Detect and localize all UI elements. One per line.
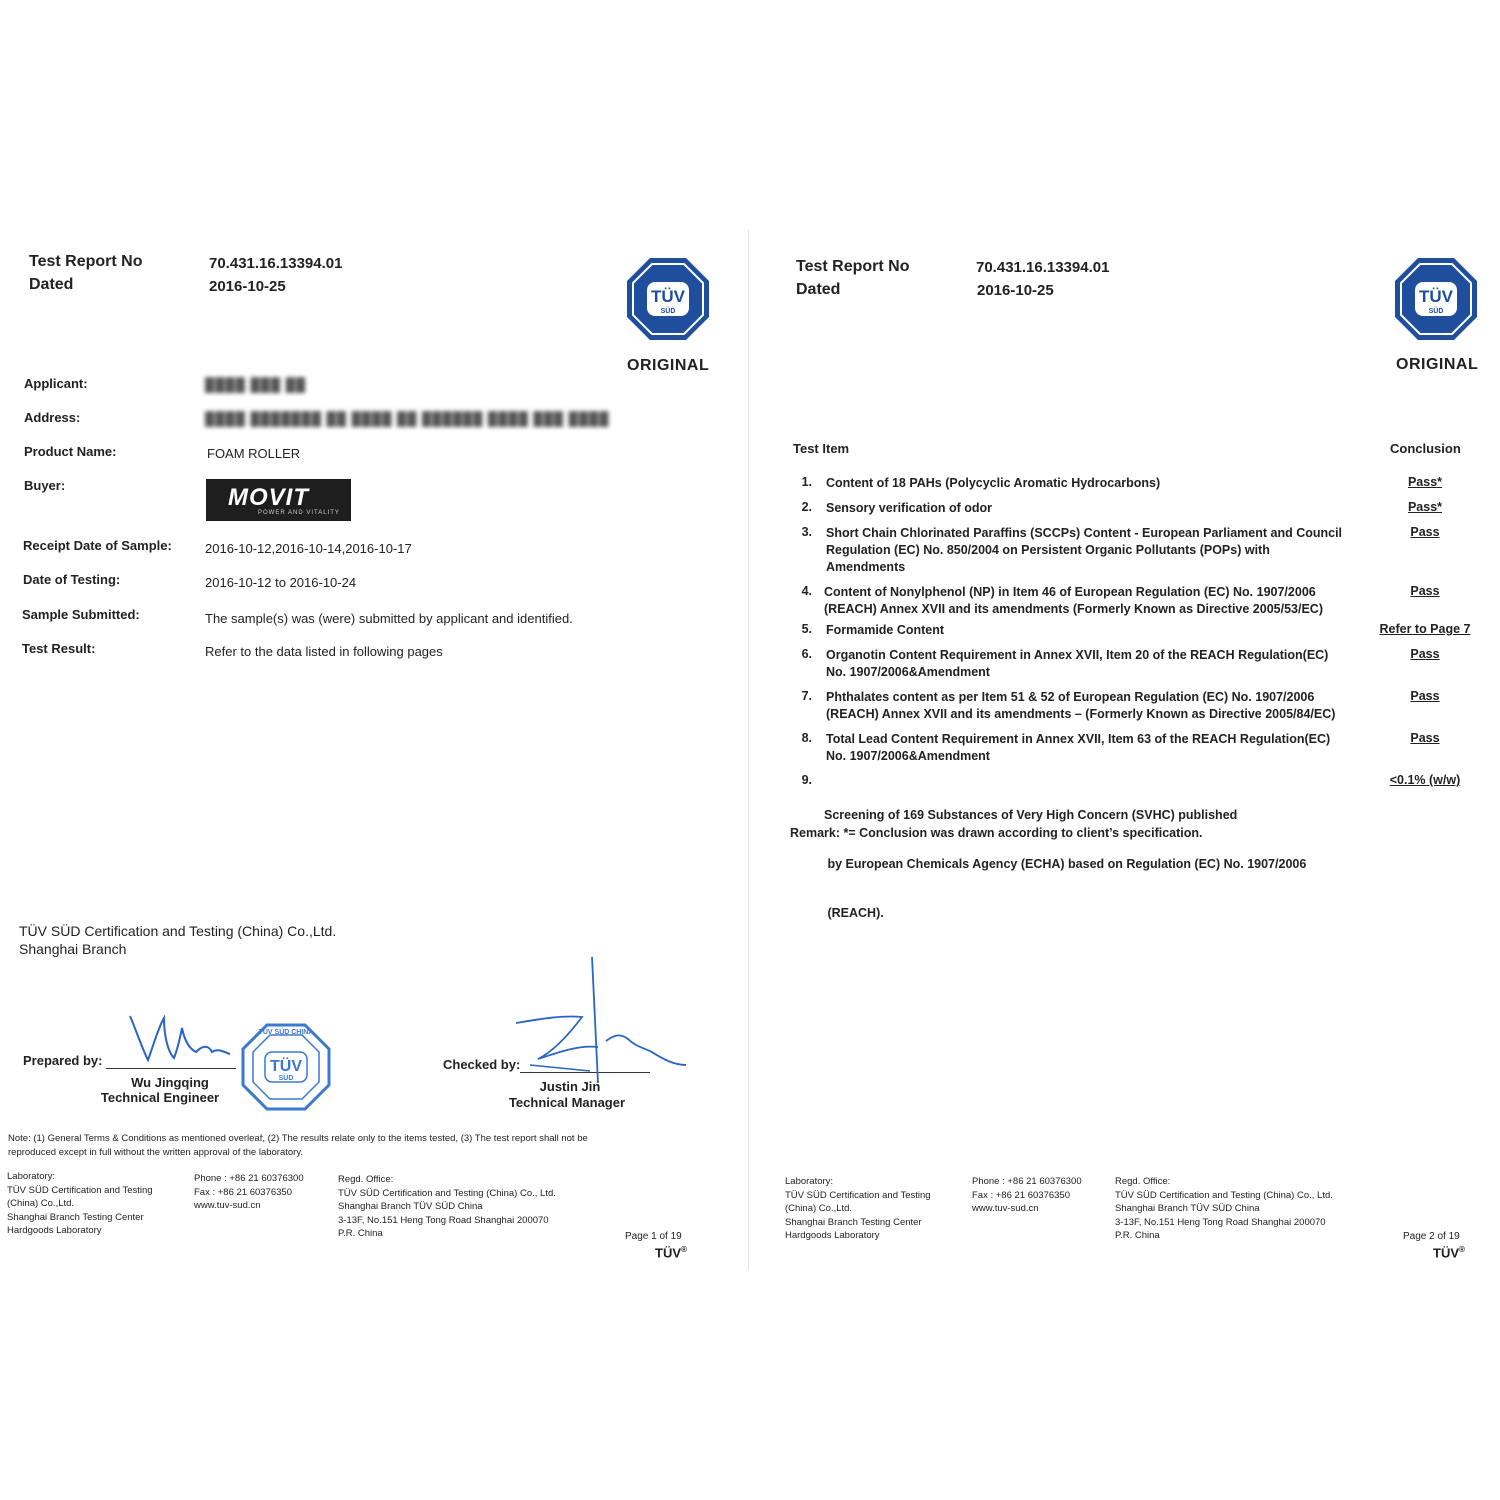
lab-line: Laboratory: — [785, 1176, 834, 1187]
item-conclusion: Pass — [1410, 689, 1440, 703]
movit-brand-text: MOVIT — [228, 484, 309, 511]
item-line: (REACH) Annex XVII and its amendments – (Formerly Known as Directive 2005/84/EC) — [826, 707, 1336, 721]
address-label: Address: — [24, 410, 81, 425]
lab-contact — [972, 1175, 1082, 1216]
lab-line: (China) Co.,Ltd. — [785, 1203, 853, 1214]
office-line: P.R. China — [1115, 1230, 1160, 1241]
prepared-by-label: Prepared by: — [23, 1053, 103, 1068]
checked-title: Technical Manager — [508, 1095, 626, 1110]
item-conclusion: Pass — [1410, 525, 1440, 539]
applicant-label: Applicant: — [24, 376, 88, 391]
item-line: Screening of 169 Substances of Very High Concern (SVHC) published — [824, 808, 1238, 822]
office-line: 3-13F, No.151 Heng Tong Road Shanghai 200070 — [338, 1214, 549, 1226]
item-number: 5. — [801, 622, 812, 636]
applicant-value: ████ ███ ██ — [205, 377, 307, 392]
item-line: Short Chain Chlorinated Paraffins (SCCPs) Content - European Parliament and Council — [826, 526, 1343, 540]
item-description — [826, 500, 1386, 517]
remark: Remark: *= Conclusion was drawn according to client’s specification. — [790, 826, 1203, 840]
sample-submitted-label: Sample Submitted: — [22, 607, 140, 622]
tuv-footer-mark: TÜV® — [1433, 1245, 1465, 1261]
checked-name: Justin Jin — [539, 1079, 601, 1094]
lab-line: Shanghai Branch Testing Center — [7, 1211, 144, 1223]
item-number: 8. — [801, 731, 812, 745]
original-label: ORIGINAL — [627, 357, 710, 374]
item-description — [824, 584, 1394, 618]
col-header-conclusion: Conclusion — [1390, 441, 1461, 456]
buyer-label: Buyer: — [24, 478, 66, 493]
company-name: TÜV SÜD Certification and Testing (China) Co.,Ltd. — [19, 923, 337, 939]
tuv-logo — [625, 256, 711, 342]
contact-line: www.tuv-sud.cn — [972, 1203, 1039, 1214]
office-line: TÜV SÜD Certification and Testing (China) Co., Ltd. — [338, 1187, 556, 1199]
svg-text:TÜV: TÜV — [270, 1058, 302, 1075]
item-line: (REACH). — [824, 906, 884, 920]
contact-line: Phone : +86 21 60376300 — [194, 1173, 304, 1184]
item-conclusion: Pass — [1410, 731, 1440, 745]
test-result-label: Test Result: — [22, 641, 96, 656]
dated-value: 2016-10-25 — [209, 278, 286, 295]
item-conclusion: Pass — [1410, 584, 1440, 598]
company-branch: Shanghai Branch — [19, 941, 127, 957]
item-line: (REACH) Annex XVII and its amendments (Formerly Known as Directive 2005/53/EC) — [824, 602, 1323, 616]
report-note — [8, 1132, 668, 1160]
report-page-1 — [0, 0, 745, 1500]
svg-text:TÜV SÜD CHINA: TÜV SÜD CHINA — [258, 1029, 314, 1036]
item-number: 9. — [801, 773, 812, 787]
testing-date-label: Date of Testing: — [23, 572, 121, 587]
lab-address — [785, 1175, 931, 1243]
address-value: ████ ███████ ██ ████ ██ ██████ ████ ███ ████ — [205, 411, 610, 426]
item-line: Phthalates content as per Item 51 & 52 of European Regulation (EC) No. 1907/2006 — [826, 690, 1315, 704]
item-description — [826, 475, 1386, 492]
dated-label: Dated — [796, 281, 841, 298]
office-line: 3-13F, No.151 Heng Tong Road Shanghai 200070 — [1115, 1216, 1326, 1228]
report-no-value: 70.431.16.13394.01 — [209, 255, 343, 272]
item-line: Formamide Content — [826, 623, 945, 637]
office-line: Regd. Office: — [1115, 1176, 1171, 1187]
item-line: Content of Nonylphenol (NP) in Item 46 of European Regulation (EC) No. 1907/2006 — [824, 585, 1316, 599]
item-line: Total Lead Content Requirement in Annex XVII, Item 63 of the REACH Regulation(EC) — [826, 732, 1331, 746]
contact-line: Fax : +86 21 60376350 — [972, 1189, 1070, 1201]
item-conclusion: Refer to Page 7 — [1379, 622, 1471, 636]
contact-line: Phone : +86 21 60376300 — [972, 1176, 1082, 1187]
svg-text:SÜD: SÜD — [660, 308, 676, 315]
dated-label: Dated — [29, 276, 74, 293]
lab-line: (China) Co.,Ltd. — [7, 1198, 75, 1209]
item-line: Content of 18 PAHs (Polycyclic Aromatic Hydrocarbons) — [826, 476, 1161, 490]
movit-tagline: POWER AND VITALITY — [258, 510, 340, 516]
receipt-date-value: 2016-10-12,2016-10-14,2016-10-17 — [205, 541, 412, 556]
item-number: 4. — [801, 584, 812, 598]
svg-text:SÜD: SÜD — [1428, 308, 1444, 315]
lab-line: Hardgoods Laboratory — [7, 1225, 102, 1236]
prepared-title: Technical Engineer — [100, 1090, 220, 1105]
lab-contact — [194, 1172, 304, 1213]
svg-text:TÜV: TÜV — [1419, 287, 1453, 306]
note-line-1: Note: (1) General Terms & Conditions as mentioned overleaf, (2) The results relate only to the items tested, (3) The test report shall not be — [8, 1133, 588, 1144]
movit-logo — [206, 479, 351, 521]
report-no-value: 70.431.16.13394.01 — [976, 259, 1110, 276]
item-line: Regulation (EC) No. 850/2004 on Persistent Organic Pollutants (POPs) with — [826, 543, 1270, 557]
svg-text:TÜV: TÜV — [651, 287, 685, 306]
product-name-value: FOAM ROLLER — [207, 446, 301, 461]
page-number: Page 2 of 19 — [1403, 1231, 1460, 1242]
item-line: Organotin Content Requirement in Annex XVII, Item 20 of the REACH Regulation(EC) — [826, 648, 1329, 662]
lab-line: TÜV SÜD Certification and Testing — [785, 1189, 931, 1201]
tuv-stamp — [240, 1022, 332, 1117]
lab-address — [7, 1170, 153, 1238]
testing-date-value: 2016-10-12 to 2016-10-24 — [205, 575, 357, 590]
page-divider — [748, 230, 749, 1270]
col-header-test-item: Test Item — [793, 441, 850, 456]
item-number: 2. — [801, 500, 812, 514]
item-description — [826, 731, 1386, 765]
lab-line: Shanghai Branch Testing Center — [785, 1216, 922, 1228]
product-name-label: Product Name: — [24, 444, 117, 459]
sample-submitted-value: The sample(s) was (were) submitted by applicant and identified. — [205, 611, 573, 626]
checked-signature — [510, 955, 695, 1090]
lab-line: TÜV SÜD Certification and Testing — [7, 1184, 153, 1196]
contact-line: Fax : +86 21 60376350 — [194, 1186, 292, 1198]
item-number: 7. — [801, 689, 812, 703]
office-line: Regd. Office: — [338, 1174, 394, 1185]
prepared-name: Wu Jingqing — [131, 1075, 209, 1090]
office-line: P.R. China — [338, 1228, 383, 1239]
item-line: Sensory verification of odor — [826, 501, 993, 515]
tuv-footer-mark: TÜV® — [655, 1245, 687, 1261]
item-line: Amendments — [826, 560, 906, 574]
item-number: 3. — [801, 525, 812, 539]
contact-line: www.tuv-sud.cn — [194, 1200, 261, 1211]
prepared-signature — [118, 1008, 243, 1073]
test-result-value: Refer to the data listed in following pages — [205, 644, 443, 659]
item-description — [826, 689, 1386, 723]
page-number: Page 1 of 19 — [625, 1231, 682, 1242]
item-line: No. 1907/2006&Amendment — [826, 749, 990, 763]
item-conclusion: Pass* — [1407, 500, 1443, 514]
item-description — [826, 647, 1386, 681]
tuv-logo — [1393, 256, 1479, 342]
checked-by-label: Checked by: — [443, 1057, 521, 1072]
item-description — [826, 622, 1386, 639]
registered-office — [338, 1173, 556, 1241]
item-conclusion: Pass — [1410, 647, 1440, 661]
item-number: 6. — [801, 647, 812, 661]
receipt-date-label: Receipt Date of Sample: — [23, 538, 172, 553]
registered-office — [1115, 1175, 1333, 1243]
item-description — [826, 525, 1396, 576]
lab-line: Hardgoods Laboratory — [785, 1230, 880, 1241]
report-no-label: Test Report No — [29, 253, 143, 270]
dated-value: 2016-10-25 — [977, 282, 1054, 299]
item-number: 1. — [801, 475, 812, 489]
item-conclusion: <0.1% (w/w) — [1389, 773, 1461, 787]
item-description — [824, 773, 1364, 956]
note-line-2: reproduced except in full without the written approval of the laboratory. — [8, 1147, 304, 1158]
office-line: Shanghai Branch TÜV SÜD China — [1115, 1203, 1260, 1214]
report-page-2 — [760, 0, 1500, 1500]
office-line: TÜV SÜD Certification and Testing (China) Co., Ltd. — [1115, 1189, 1333, 1201]
lab-line: Laboratory: — [7, 1171, 56, 1182]
svg-text:SÜD: SÜD — [278, 1075, 294, 1082]
item-line: by European Chemicals Agency (ECHA) based on Regulation (EC) No. 1907/2006 — [824, 857, 1307, 871]
office-line: Shanghai Branch TÜV SÜD China — [338, 1201, 483, 1212]
item-conclusion: Pass* — [1407, 475, 1443, 489]
report-no-label: Test Report No — [796, 258, 910, 275]
original-label: ORIGINAL — [1396, 356, 1479, 373]
item-line: No. 1907/2006&Amendment — [826, 665, 990, 679]
